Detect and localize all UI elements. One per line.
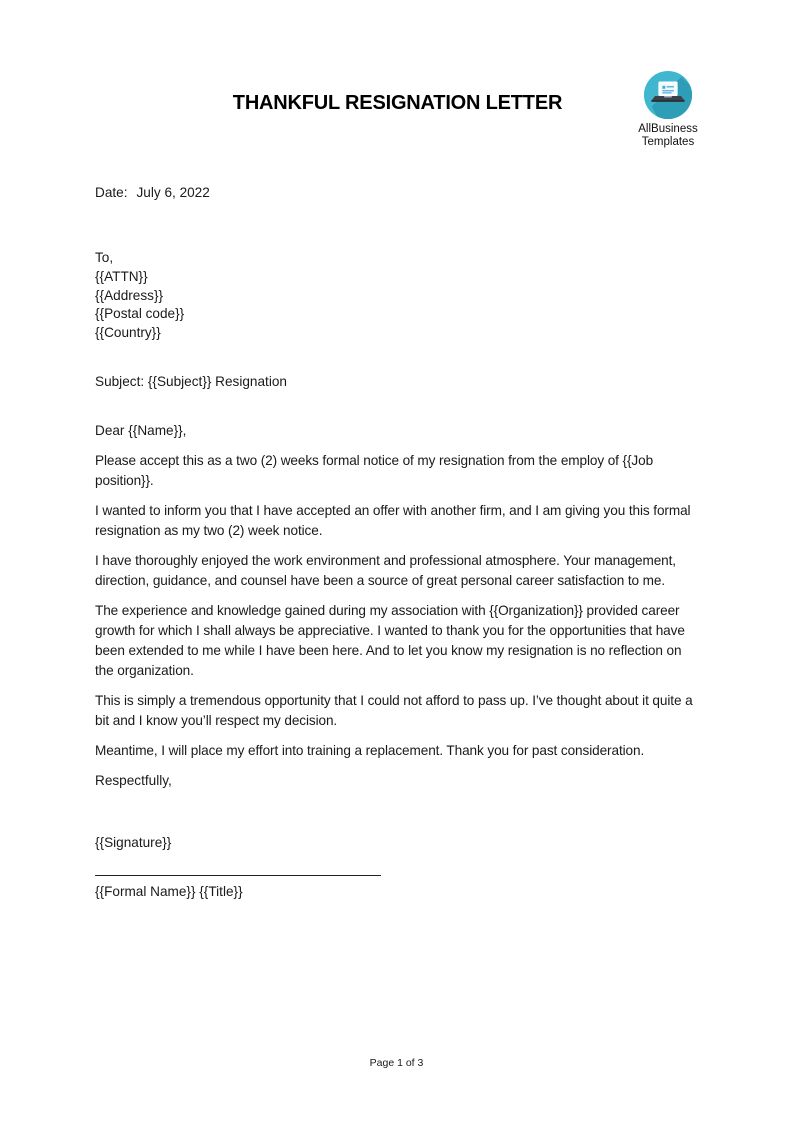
recipient-attn-placeholder: {{ATTN}} [95, 268, 148, 284]
recipient-address-placeholder: {{Address}} [95, 287, 164, 303]
body-paragraph: I have thoroughly enjoyed the work environment and professional atmosphere. Your management, direction, guidance, and counsel have been a source of great personal career satisfaction to me. [95, 552, 676, 588]
salutation: Dear {{Name}}, [95, 422, 187, 438]
logo-brand-line1: AllBusiness [638, 123, 698, 135]
recipient-postal-code-placeholder: {{Postal code}} [95, 306, 185, 322]
document-title: THANKFUL RESIGNATION LETTER [232, 92, 563, 114]
body-paragraph: The experience and knowledge gained during my association with {{Organization}} provided career growth for which I shall always be appreciative. I wanted to thank you for the opportunities that have been extended to me while I have been here. And to let you know my resignation is no reflection on the organization. [95, 602, 685, 678]
recipient-block [95, 249, 700, 343]
body-paragraph: I wanted to inform you that I have accepted an offer with another firm, and I am giving you this formal resignation as my two (2) week notice. [95, 502, 691, 538]
logo-brand-line2: Templates [641, 135, 695, 148]
date-line [95, 183, 700, 203]
body-paragraph: Please accept this as a two (2) weeks formal notice of my resignation from the employ of {{Job position}}. [95, 452, 654, 488]
signature-placeholder: {{Signature}} [95, 834, 172, 850]
signature-rule [95, 875, 381, 876]
recipient-country-placeholder: {{Country}} [95, 325, 161, 341]
closing-line: Respectfully, [95, 772, 172, 788]
page-number: Page 1 of 3 [369, 1057, 424, 1069]
signature-name-line: {{Formal Name}} {{Title}} [95, 883, 243, 899]
subject-line: Subject: {{Subject}} Resignation [95, 373, 287, 389]
recipient-intro: To, [95, 250, 114, 265]
date-value: July 6, 2022 [136, 185, 210, 200]
date-label: Date: [95, 185, 128, 200]
body-paragraph: This is simply a tremendous opportunity that I could not afford to pass up. I’ve thought about it quite a bit and I know you’ll respect my decision. [95, 692, 693, 728]
body-paragraph: Meantime, I will place my effort into training a replacement. Thank you for past consideration. [95, 742, 645, 758]
